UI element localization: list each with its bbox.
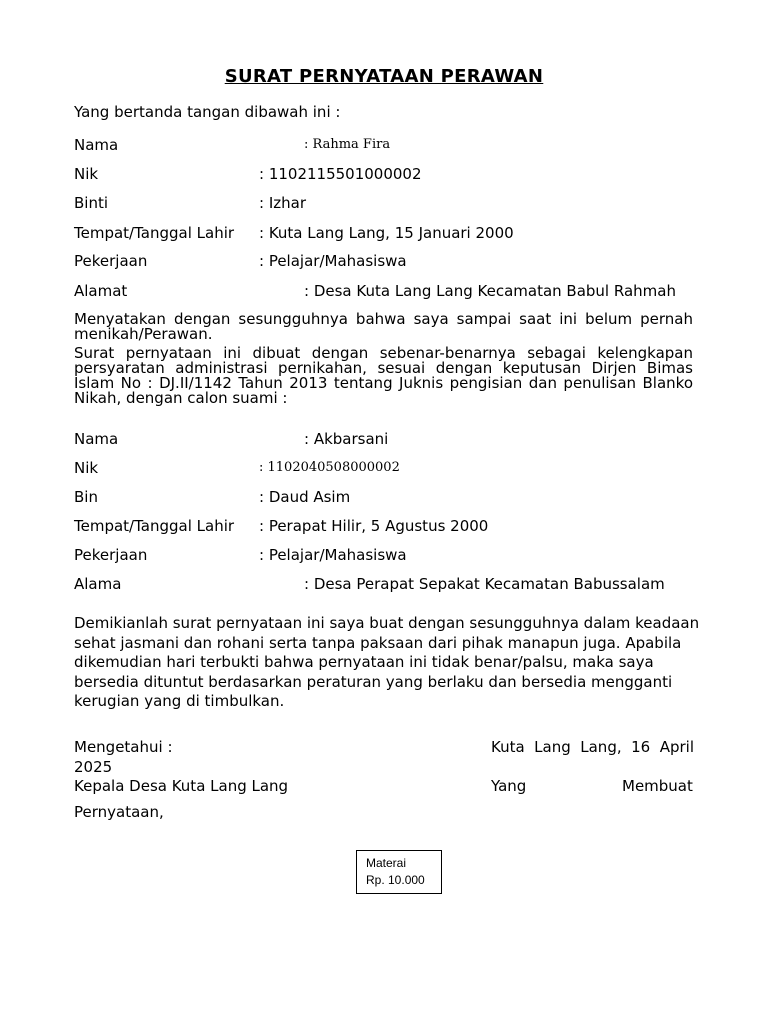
- bride-binti-label: Binti: [74, 194, 109, 212]
- groom-alamat-label: Alama: [74, 575, 122, 593]
- bride-ttl-label: Tempat/Tanggal Lahir: [74, 224, 235, 242]
- groom-pekerjaan-value: : Pelajar/Mahasiswa: [259, 546, 407, 564]
- materai-label: Materai: [366, 856, 407, 870]
- materai-stamp-box: [356, 850, 442, 894]
- signature-year: 2025: [74, 758, 113, 776]
- groom-pekerjaan-label: Pekerjaan: [74, 546, 148, 564]
- yang-label: Yang: [491, 777, 527, 795]
- bride-pekerjaan-label: Pekerjaan: [74, 252, 148, 270]
- bride-nik-label: Nik: [74, 165, 99, 183]
- bride-alamat-value: : Desa Kuta Lang Lang Kecamatan Babul Rahmah: [304, 282, 676, 300]
- mengetahui-label: Mengetahui :: [74, 738, 173, 756]
- bride-pekerjaan-value: : Pelajar/Mahasiswa: [259, 252, 407, 270]
- bride-name-label: Nama: [74, 136, 119, 154]
- statement-paragraph-1: Menyatakan dengan sesungguhnya bahwa saya sampai saat ini belum pernah menikah/Perawan.: [74, 310, 693, 343]
- bride-alamat-label: Alamat: [74, 282, 128, 300]
- groom-bin-value: : Daud Asim: [259, 488, 351, 506]
- pernyataan-label: Pernyataan,: [74, 803, 164, 821]
- bride-binti-value: : Izhar: [259, 194, 306, 212]
- groom-name-value: : Akbarsani: [304, 430, 389, 448]
- signature-date: Kuta Lang Lang, 16 April: [491, 738, 694, 756]
- groom-ttl-label: Tempat/Tanggal Lahir: [74, 517, 235, 535]
- groom-nik-label: Nik: [74, 459, 99, 477]
- groom-ttl-value: : Perapat Hilir, 5 Agustus 2000: [259, 517, 489, 535]
- document-title: SURAT PERNYATAAN PERAWAN: [224, 66, 544, 87]
- kepala-desa-label: Kepala Desa Kuta Lang Lang: [74, 777, 289, 795]
- bride-ttl-value: : Kuta Lang Lang, 15 Januari 2000: [259, 224, 514, 242]
- statement-paragraph-2: Surat pernyataan ini dibuat dengan sebenar-benarnya sebagai kelengkapan persyaratan administrasi pernikahan, sesuai dengan keputusan Dirjen Bimas Islam No : DJ.II/1142 Tahun 2013 tentang Juknis pengisian dan penulisan Blanko Nikah, dengan calon suami :: [74, 344, 693, 407]
- groom-nik-value: : 1102040508000002: [259, 460, 400, 475]
- bride-name-value: : Rahma Fira: [304, 137, 391, 152]
- materai-amount: Rp. 10.000: [366, 873, 425, 887]
- intro-text: Yang bertanda tangan dibawah ini :: [74, 103, 341, 121]
- groom-name-label: Nama: [74, 430, 119, 448]
- groom-bin-label: Bin: [74, 488, 98, 506]
- bride-nik-value: : 1102115501000002: [259, 165, 422, 183]
- groom-alamat-value: : Desa Perapat Sepakat Kecamatan Babussalam: [304, 575, 665, 593]
- membuat-label: Membuat: [622, 777, 693, 795]
- closing-paragraph: Demikianlah surat pernyataan ini saya buat dengan sesungguhnya dalam keadaan sehat jasmani dan rohani serta tanpa paksaan dari pihak manapun juga. Apabila dikemudian hari terbukti bahwa pernyataan ini tidak benar/palsu, maka saya bersedia dituntut berdasarkan peraturan yang berlaku dan bersedia mengganti kerugian yang di timbulkan.: [74, 614, 700, 710]
